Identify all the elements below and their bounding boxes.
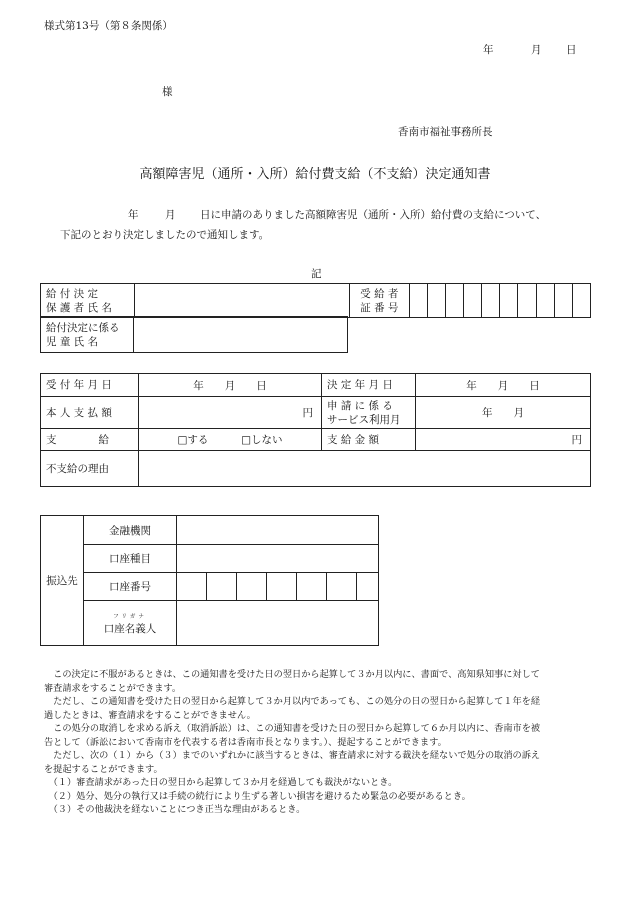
- intro-text-2: 下記のとおり決定しましたので通知します。: [60, 229, 270, 241]
- form-number: 様式第13号（第８条関係）: [44, 20, 173, 32]
- recipient-digit-1[interactable]: [409, 284, 427, 318]
- note-line: を提起することができます。: [44, 763, 163, 775]
- recipient-digit-7[interactable]: [518, 284, 536, 318]
- child-table: [40, 316, 348, 353]
- recipient-number-label: 受 給 者 証 番 号: [350, 284, 409, 318]
- guardian-name-label: 給 付 決 定 保 護 者 氏 名: [41, 284, 135, 318]
- payment-label: 支 給: [41, 429, 139, 451]
- note-line: ただし、この通知書を受けた日の翌日から起算して３か月以内であっても、この処分の日の翌日から起算して１年を経: [44, 696, 541, 707]
- intro-text-1: 日に申請のありました高額障害児（通所・入所）給付費の支給について、: [200, 209, 547, 221]
- account-number-label: 口座番号: [84, 573, 177, 601]
- non-payment-reason-label: 不支給の理由: [41, 451, 139, 487]
- account-name-field[interactable]: [177, 601, 379, 646]
- decision-date-label: 決 定 年 月 日: [322, 374, 416, 397]
- recipient-digit-4[interactable]: [464, 284, 482, 318]
- account-type-field[interactable]: [177, 545, 379, 573]
- note-line: （１）審査請求があった日の翌日から起算して３か月を経過しても裁決がないとき。: [44, 777, 398, 788]
- non-payment-reason-field[interactable]: [139, 451, 591, 487]
- intro-month: 月: [165, 209, 176, 221]
- intro-year: 年: [128, 209, 139, 221]
- account-digit-2[interactable]: [207, 573, 237, 601]
- recipient-digit-5[interactable]: [482, 284, 500, 318]
- payment-no-checkbox[interactable]: □しない: [241, 434, 283, 446]
- self-pay-unit: 円: [302, 407, 313, 419]
- ki-mark: 記: [311, 268, 322, 280]
- transfer-header: 振込先: [41, 516, 84, 646]
- bank-label: 金融機関: [84, 516, 177, 545]
- guardian-table: [40, 283, 591, 318]
- decision-table: [40, 373, 591, 487]
- account-digit-1[interactable]: [177, 573, 207, 601]
- date-year: 年: [483, 44, 494, 56]
- account-name-label: フリガナ 口座名義人: [84, 601, 177, 646]
- recipient-digit-2[interactable]: [427, 284, 445, 318]
- note-line: 過したときは、審査請求をすることができません。: [44, 709, 256, 721]
- payment-amount-field[interactable]: [416, 429, 591, 451]
- recipient-digit-6[interactable]: [500, 284, 518, 318]
- recipient-digit-9[interactable]: [554, 284, 572, 318]
- recipient-digit-8[interactable]: [536, 284, 554, 318]
- bank-field[interactable]: [177, 516, 379, 545]
- note-line: この決定に不服があるときは、この通知書を受けた日の翌日から起算して３か月以内に、書面で、高知県知事に対して: [44, 669, 540, 680]
- decision-date-value[interactable]: 年 月 日: [416, 374, 591, 397]
- account-digit-6[interactable]: [327, 573, 357, 601]
- recipient-digit-3[interactable]: [445, 284, 463, 318]
- date-month: 月: [531, 44, 542, 56]
- date-day: 日: [566, 44, 577, 56]
- guardian-name-field[interactable]: [134, 284, 350, 318]
- note-line: （３）その他裁決を経ないことにつき正当な理由があるとき。: [44, 804, 306, 815]
- received-date-label: 受 付 年 月 日: [41, 374, 139, 397]
- account-digit-5[interactable]: [297, 573, 327, 601]
- recipient-digit-10[interactable]: [572, 284, 590, 318]
- self-pay-label: 本 人 支 払 額: [41, 397, 139, 429]
- received-date-value[interactable]: 年 月 日: [139, 374, 322, 397]
- document-title: 高額障害児（通所・入所）給付費支給（不支給）決定通知書: [139, 167, 491, 182]
- payment-amount-unit: 円: [571, 434, 582, 446]
- account-digit-7[interactable]: [357, 573, 379, 601]
- account-type-label: 口座種目: [84, 545, 177, 573]
- account-digit-3[interactable]: [237, 573, 267, 601]
- notes: [44, 668, 604, 817]
- note-line: （２）処分、処分の執行又は手続の続行により生ずる著しい損害を避けるため緊急の必要があるとき。: [44, 790, 471, 802]
- self-pay-field[interactable]: [139, 397, 322, 429]
- child-name-label: 給付決定に係る 児 童 氏 名: [41, 317, 134, 353]
- note-line: この処分の取消しを求める訴え（取消訴訟）は、この通知書を受けた日の翌日から起算して６か月以内に、香南市を被: [44, 723, 541, 734]
- note-line: 審査請求をすることができます。: [44, 682, 182, 694]
- service-month-label: 申 請 に 係 る サービス利用月: [322, 397, 416, 429]
- issuer: 香南市福祉事務所長: [398, 126, 493, 138]
- service-month-value[interactable]: 年 月: [416, 397, 591, 429]
- child-name-field[interactable]: [134, 317, 348, 353]
- note-line: ただし、次の（１）から（３）までのいずれかに該当するときは、審査請求に対する裁決を経ないで処分の取消の訴え: [44, 750, 541, 761]
- payment-yes-checkbox[interactable]: □する: [177, 434, 209, 446]
- account-name-ruby: フリガナ: [113, 614, 147, 620]
- note-line: 告として（訴訟において香南市を代表する者は香南市長となります。）、提起することができます。: [44, 736, 447, 748]
- payment-amount-label: 支 給 金 額: [322, 429, 416, 451]
- payment-options: [139, 429, 322, 451]
- account-digit-4[interactable]: [267, 573, 297, 601]
- addressee-suffix: 様: [162, 86, 173, 98]
- transfer-table: [40, 515, 379, 646]
